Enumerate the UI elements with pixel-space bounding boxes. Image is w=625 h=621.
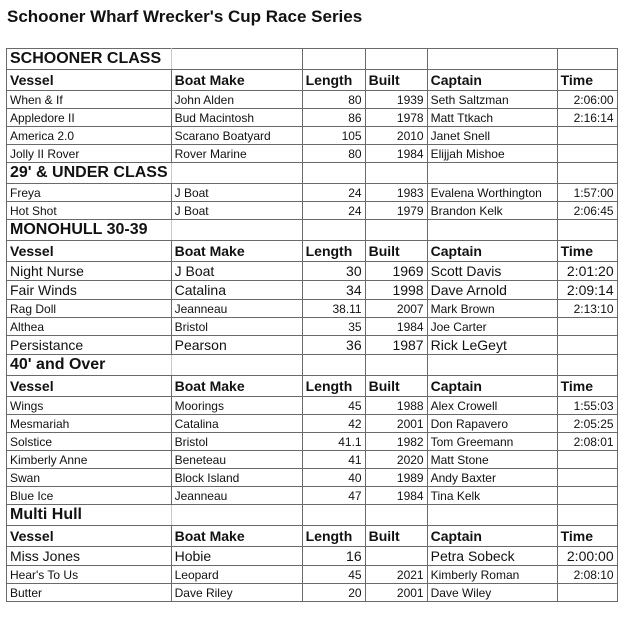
column-header-vessel: Vessel xyxy=(7,241,172,262)
cell-captain: Petra Sobeck xyxy=(427,547,557,566)
cell-captain: Rick LeGeyt xyxy=(427,336,557,355)
cell-captain: Janet Snell xyxy=(427,127,557,145)
column-header-captain: Captain xyxy=(427,70,557,91)
column-header-built: Built xyxy=(365,70,427,91)
cell-make: Pearson xyxy=(171,336,302,355)
cell-length: 34 xyxy=(302,281,365,300)
cell-built: 1984 xyxy=(365,487,427,505)
cell-captain: Matt Ttkach xyxy=(427,109,557,127)
cell-length: 86 xyxy=(302,109,365,127)
table-row xyxy=(7,202,618,220)
cell-length: 36 xyxy=(302,336,365,355)
cell-length: 41 xyxy=(302,451,365,469)
cell-make: J Boat xyxy=(171,184,302,202)
empty-cell xyxy=(302,163,365,184)
cell-length: 41.1 xyxy=(302,433,365,451)
cell-vessel: Kimberly Anne xyxy=(7,451,172,469)
cell-make: Bud Macintosh xyxy=(171,109,302,127)
cell-built: 1989 xyxy=(365,469,427,487)
cell-built: 1984 xyxy=(365,318,427,336)
cell-vessel: Appledore II xyxy=(7,109,172,127)
cell-time: 2:13:10 xyxy=(557,300,617,318)
table-row xyxy=(7,566,618,584)
cell-make: J Boat xyxy=(171,262,302,281)
column-header-length: Length xyxy=(302,241,365,262)
table-row xyxy=(7,433,618,451)
cell-captain: Andy Baxter xyxy=(427,469,557,487)
column-header-built: Built xyxy=(365,376,427,397)
cell-time: 1:57:00 xyxy=(557,184,617,202)
empty-cell xyxy=(427,355,557,376)
table-row xyxy=(7,91,618,109)
cell-make: Catalina xyxy=(171,281,302,300)
cell-length: 40 xyxy=(302,469,365,487)
table-row xyxy=(7,584,618,602)
cell-vessel: Blue Ice xyxy=(7,487,172,505)
empty-cell xyxy=(365,355,427,376)
cell-time xyxy=(557,487,617,505)
cell-length: 47 xyxy=(302,487,365,505)
section-row xyxy=(7,505,618,526)
column-header-vessel: Vessel xyxy=(7,376,172,397)
cell-vessel: Jolly II Rover xyxy=(7,145,172,163)
column-header-vessel: Vessel xyxy=(7,526,172,547)
cell-vessel: Wings xyxy=(7,397,172,415)
cell-length: 45 xyxy=(302,397,365,415)
empty-cell xyxy=(171,220,302,241)
section-row xyxy=(7,49,618,70)
table-row xyxy=(7,145,618,163)
cell-length: 24 xyxy=(302,184,365,202)
empty-cell xyxy=(171,355,302,376)
cell-length: 35 xyxy=(302,318,365,336)
empty-cell xyxy=(171,49,302,70)
cell-time: 2:06:45 xyxy=(557,202,617,220)
column-header-make: Boat Make xyxy=(171,241,302,262)
cell-time xyxy=(557,469,617,487)
cell-built: 2021 xyxy=(365,566,427,584)
cell-vessel: Swan xyxy=(7,469,172,487)
empty-cell xyxy=(302,49,365,70)
cell-built: 1988 xyxy=(365,397,427,415)
cell-vessel: Persistance xyxy=(7,336,172,355)
column-header-make: Boat Make xyxy=(171,70,302,91)
cell-make: John Alden xyxy=(171,91,302,109)
cell-length: 42 xyxy=(302,415,365,433)
cell-built: 1979 xyxy=(365,202,427,220)
cell-time xyxy=(557,318,617,336)
cell-built: 2007 xyxy=(365,300,427,318)
empty-cell xyxy=(365,49,427,70)
cell-time: 2:08:10 xyxy=(557,566,617,584)
cell-built: 2001 xyxy=(365,584,427,602)
cell-time: 2:01:20 xyxy=(557,262,617,281)
cell-built: 1939 xyxy=(365,91,427,109)
header-row xyxy=(7,241,618,262)
cell-built: 2010 xyxy=(365,127,427,145)
table-row xyxy=(7,109,618,127)
cell-vessel: Hot Shot xyxy=(7,202,172,220)
cell-make: J Boat xyxy=(171,202,302,220)
column-header-captain: Captain xyxy=(427,526,557,547)
empty-cell xyxy=(557,355,617,376)
table-row xyxy=(7,415,618,433)
cell-length: 80 xyxy=(302,145,365,163)
cell-vessel: Miss Jones xyxy=(7,547,172,566)
column-header-time: Time xyxy=(557,526,617,547)
cell-built: 2001 xyxy=(365,415,427,433)
cell-time xyxy=(557,336,617,355)
cell-built: 1998 xyxy=(365,281,427,300)
cell-captain: Brandon Kelk xyxy=(427,202,557,220)
section-title: Multi Hull xyxy=(7,505,172,526)
header-row xyxy=(7,526,618,547)
empty-cell xyxy=(557,163,617,184)
empty-cell xyxy=(302,505,365,526)
section-title: MONOHULL 30-39 xyxy=(7,220,172,241)
cell-make: Bristol xyxy=(171,318,302,336)
cell-time: 2:06:00 xyxy=(557,91,617,109)
cell-vessel: Solstice xyxy=(7,433,172,451)
cell-captain: Kimberly Roman xyxy=(427,566,557,584)
cell-vessel: Hear's To Us xyxy=(7,566,172,584)
empty-cell xyxy=(302,355,365,376)
cell-vessel: Rag Doll xyxy=(7,300,172,318)
page-title: Schooner Wharf Wrecker's Cup Race Series xyxy=(7,7,363,26)
cell-vessel: America 2.0 xyxy=(7,127,172,145)
table-row xyxy=(7,336,618,355)
cell-time: 1:55:03 xyxy=(557,397,617,415)
table-row xyxy=(7,397,618,415)
table-row xyxy=(7,469,618,487)
cell-captain: Don Rapavero xyxy=(427,415,557,433)
cell-vessel: Night Nurse xyxy=(7,262,172,281)
cell-vessel: Butter xyxy=(7,584,172,602)
table-row xyxy=(7,184,618,202)
cell-make: Dave Riley xyxy=(171,584,302,602)
column-header-length: Length xyxy=(302,526,365,547)
cell-time: 2:00:00 xyxy=(557,547,617,566)
cell-make: Leopard xyxy=(171,566,302,584)
table-row xyxy=(7,318,618,336)
empty-cell xyxy=(427,163,557,184)
cell-time: 2:05:25 xyxy=(557,415,617,433)
cell-built: 1978 xyxy=(365,109,427,127)
empty-cell xyxy=(365,163,427,184)
section-row xyxy=(7,163,618,184)
table-row xyxy=(7,127,618,145)
empty-cell xyxy=(171,505,302,526)
cell-built: 1984 xyxy=(365,145,427,163)
cell-make: Block Island xyxy=(171,469,302,487)
column-header-captain: Captain xyxy=(427,241,557,262)
section-row xyxy=(7,220,618,241)
header-row xyxy=(7,376,618,397)
cell-captain: Mark Brown xyxy=(427,300,557,318)
cell-time xyxy=(557,127,617,145)
table-row xyxy=(7,451,618,469)
cell-make: Jeanneau xyxy=(171,300,302,318)
cell-time: 2:09:14 xyxy=(557,281,617,300)
empty-cell xyxy=(427,505,557,526)
section-row xyxy=(7,355,618,376)
cell-built xyxy=(365,547,427,566)
cell-make: Bristol xyxy=(171,433,302,451)
cell-make: Jeanneau xyxy=(171,487,302,505)
cell-vessel: When & If xyxy=(7,91,172,109)
cell-length: 24 xyxy=(302,202,365,220)
empty-cell xyxy=(302,220,365,241)
empty-cell xyxy=(365,220,427,241)
cell-length: 16 xyxy=(302,547,365,566)
cell-length: 80 xyxy=(302,91,365,109)
section-title: 40' and Over xyxy=(7,355,172,376)
cell-length: 30 xyxy=(302,262,365,281)
cell-captain: Joe Carter xyxy=(427,318,557,336)
column-header-built: Built xyxy=(365,526,427,547)
empty-cell xyxy=(557,49,617,70)
cell-captain: Tina Kelk xyxy=(427,487,557,505)
cell-captain: Alex Crowell xyxy=(427,397,557,415)
column-header-make: Boat Make xyxy=(171,376,302,397)
cell-make: Rover Marine xyxy=(171,145,302,163)
cell-captain: Scott Davis xyxy=(427,262,557,281)
empty-cell xyxy=(365,505,427,526)
cell-length: 105 xyxy=(302,127,365,145)
cell-time: 2:08:01 xyxy=(557,433,617,451)
table-row xyxy=(7,547,618,566)
empty-cell xyxy=(427,220,557,241)
empty-cell xyxy=(557,220,617,241)
empty-cell xyxy=(171,163,302,184)
cell-length: 38.11 xyxy=(302,300,365,318)
cell-captain: Dave Wiley xyxy=(427,584,557,602)
column-header-vessel: Vessel xyxy=(7,70,172,91)
cell-vessel: Fair Winds xyxy=(7,281,172,300)
empty-cell xyxy=(427,49,557,70)
empty-cell xyxy=(557,505,617,526)
cell-length: 20 xyxy=(302,584,365,602)
cell-vessel: Althea xyxy=(7,318,172,336)
cell-captain: Elijjah Mishoe xyxy=(427,145,557,163)
column-header-time: Time xyxy=(557,241,617,262)
cell-captain: Seth Saltzman xyxy=(427,91,557,109)
cell-time xyxy=(557,584,617,602)
column-header-time: Time xyxy=(557,376,617,397)
cell-built: 1969 xyxy=(365,262,427,281)
cell-captain: Dave Arnold xyxy=(427,281,557,300)
cell-vessel: Freya xyxy=(7,184,172,202)
cell-time: 2:16:14 xyxy=(557,109,617,127)
table-row xyxy=(7,300,618,318)
cell-make: Moorings xyxy=(171,397,302,415)
cell-built: 1983 xyxy=(365,184,427,202)
cell-built: 1987 xyxy=(365,336,427,355)
cell-make: Scarano Boatyard xyxy=(171,127,302,145)
section-title: SCHOONER CLASS xyxy=(7,49,172,70)
cell-captain: Evalena Worthington xyxy=(427,184,557,202)
column-header-make: Boat Make xyxy=(171,526,302,547)
cell-vessel: Mesmariah xyxy=(7,415,172,433)
cell-time xyxy=(557,451,617,469)
cell-length: 45 xyxy=(302,566,365,584)
race-results-table xyxy=(6,48,618,602)
section-title: 29' & UNDER CLASS xyxy=(7,163,172,184)
column-header-built: Built xyxy=(365,241,427,262)
cell-captain: Tom Greemann xyxy=(427,433,557,451)
column-header-length: Length xyxy=(302,376,365,397)
table-row xyxy=(7,281,618,300)
cell-built: 1982 xyxy=(365,433,427,451)
header-row xyxy=(7,70,618,91)
cell-built: 2020 xyxy=(365,451,427,469)
cell-time xyxy=(557,145,617,163)
table-row xyxy=(7,262,618,281)
cell-make: Catalina xyxy=(171,415,302,433)
column-header-time: Time xyxy=(557,70,617,91)
column-header-captain: Captain xyxy=(427,376,557,397)
column-header-length: Length xyxy=(302,70,365,91)
cell-make: Beneteau xyxy=(171,451,302,469)
table-row xyxy=(7,487,618,505)
cell-captain: Matt Stone xyxy=(427,451,557,469)
cell-make: Hobie xyxy=(171,547,302,566)
